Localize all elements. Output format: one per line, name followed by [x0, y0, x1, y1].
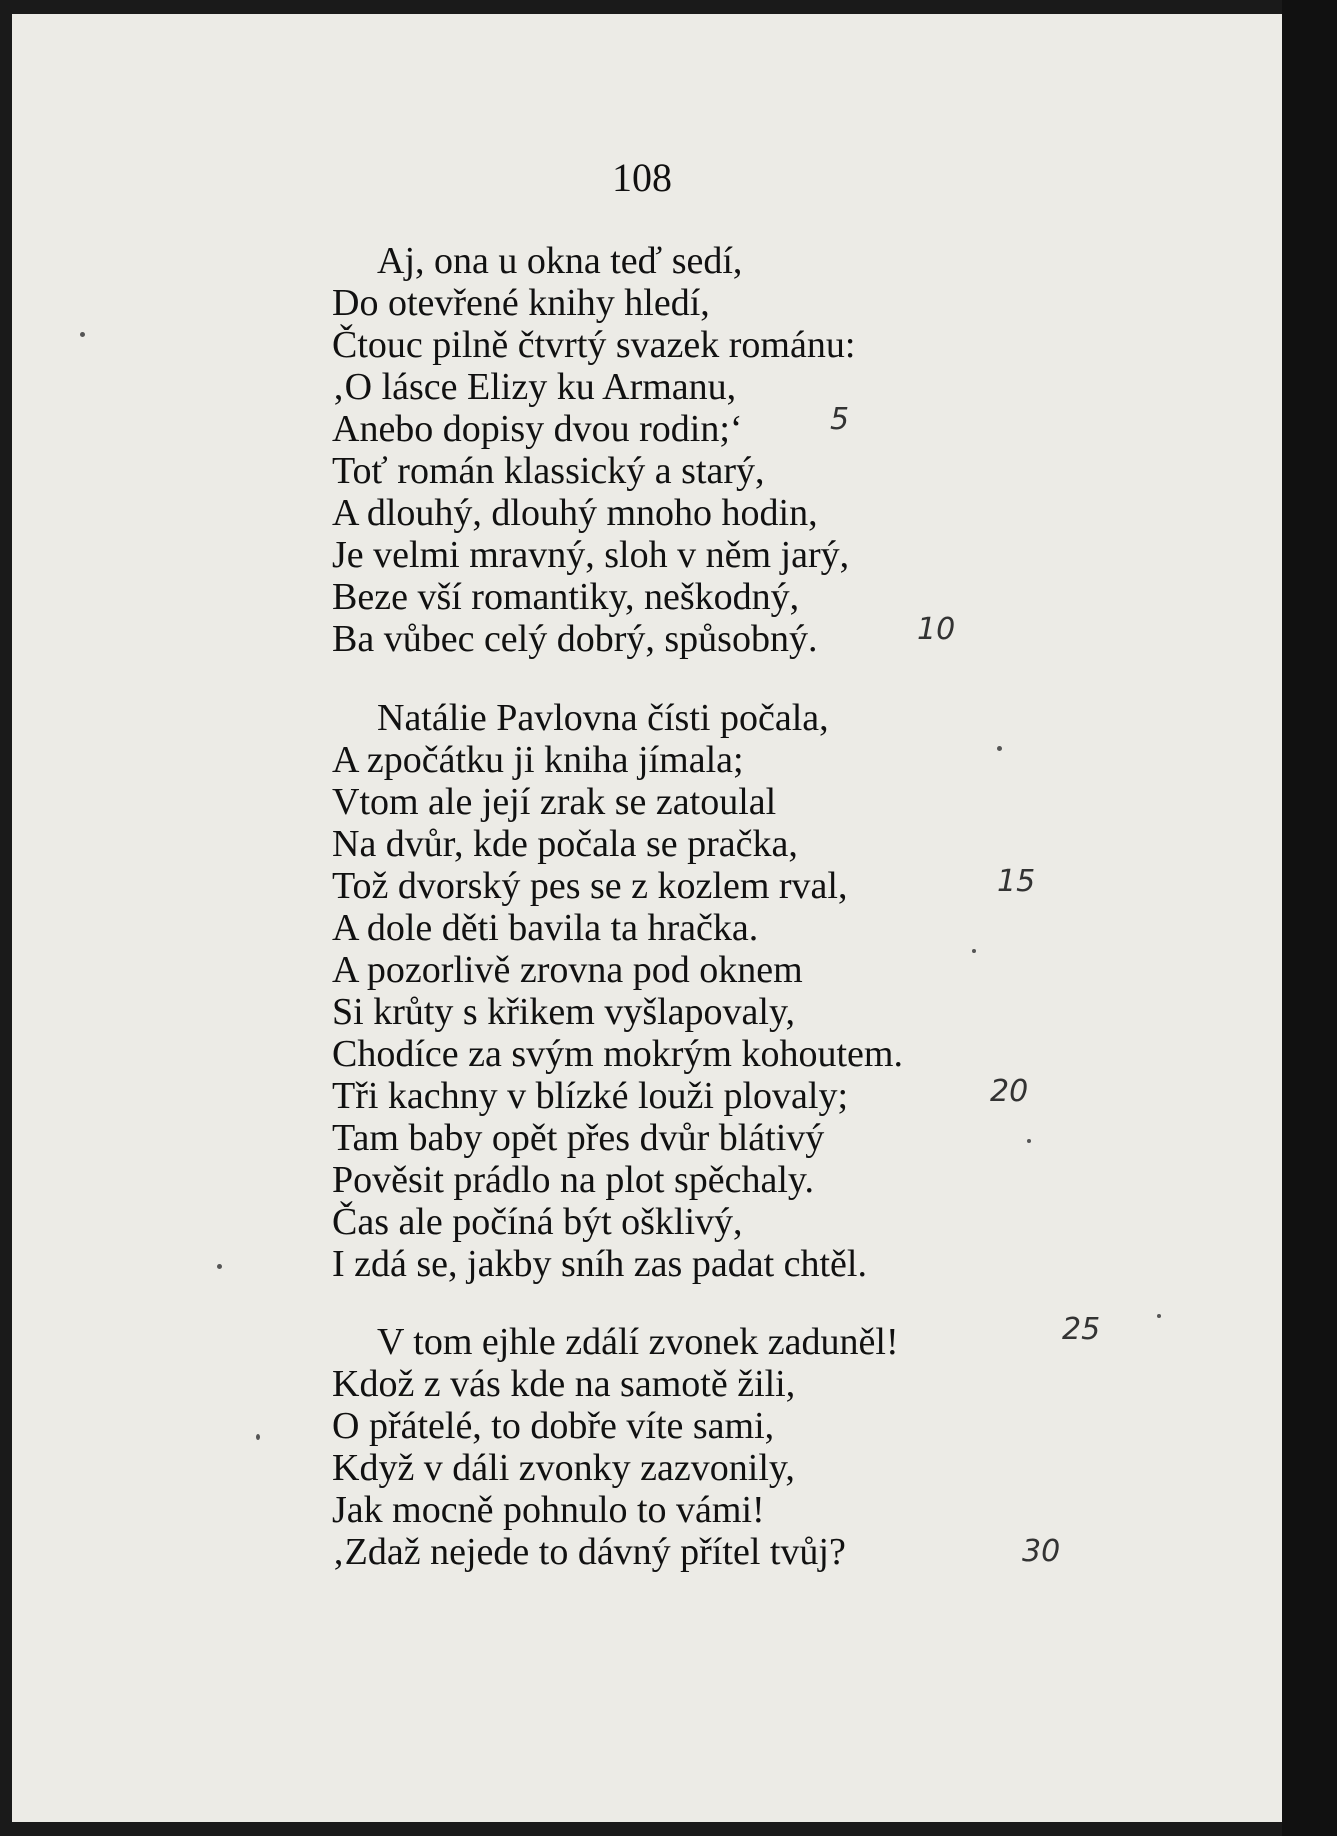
poem-line: Tož dvorský pes se z kozlem rval,: [332, 865, 848, 907]
poem-line: Vtom ale její zrak se zatoulal: [332, 781, 777, 823]
poem-line: Beze vší romantiky, neškodný,: [332, 576, 800, 618]
stanza-3: [332, 1321, 899, 1573]
margin-line-number: 20: [990, 1074, 1029, 1109]
stanza-1: [332, 240, 855, 660]
poem-line: Chodíce za svým mokrým kohoutem.: [332, 1033, 903, 1075]
poem-line: Tam baby opět přes dvůr blátivý: [332, 1117, 825, 1159]
poem-line: Toť román klassický a starý,: [332, 450, 765, 492]
poem-line: V tom ejhle zdálí zvonek zaduněl!: [377, 1321, 899, 1363]
poem-line: I zdá se, jakby sníh zas padat chtěl.: [332, 1243, 867, 1285]
margin-line-number: 30: [1022, 1534, 1061, 1569]
poem-line: A zpočátku ji kniha jímala;: [332, 739, 744, 781]
poem-line: O přátelé, to dobře víte sami,: [332, 1405, 775, 1447]
scan-speck: [80, 332, 85, 337]
scan-speck: [972, 949, 976, 953]
poem-line: Pověsit prádlo na plot spěchaly.: [332, 1159, 814, 1201]
poem-line: Je velmi mravný, sloh v něm jarý,: [332, 534, 850, 576]
poem-line: Tři kachny v blízké louži plovaly;: [332, 1075, 849, 1117]
stanza-2: [332, 697, 903, 1285]
margin-line-number: 10: [917, 612, 956, 647]
poem-line: ‚Zdaž nejede to dávný přítel tvůj?: [332, 1531, 846, 1573]
book-page: [12, 14, 1282, 1822]
scan-speck: [217, 1264, 222, 1269]
poem-line: A pozorlivě zrovna pod oknem: [332, 949, 803, 991]
poem-line: Natálie Pavlovna čísti počala,: [377, 697, 829, 739]
scan-speck: [1027, 1139, 1031, 1143]
scan-speck: [997, 746, 1002, 751]
poem-line: Na dvůr, kde počala se pračka,: [332, 823, 798, 865]
poem-line: Si krůty s křikem vyšlapovaly,: [332, 991, 795, 1033]
page-edge-shadow: [1282, 0, 1337, 1836]
poem-line: Jak mocně pohnulo to vámi!: [332, 1489, 765, 1531]
poem-line: Ba vůbec celý dobrý, spůsobný.: [332, 618, 818, 660]
poem-line: Aj, ona u okna teď sedí,: [377, 240, 743, 282]
scan-speck: [256, 1434, 260, 1440]
poem-line: Kdož z vás kde na samotě žili,: [332, 1363, 796, 1405]
margin-line-number: 5: [830, 402, 850, 437]
poem-line: Do otevřené knihy hledí,: [332, 282, 710, 324]
margin-line-number: 25: [1062, 1312, 1101, 1347]
poem-line: ‚O lásce Elizy ku Armanu,: [332, 366, 737, 408]
poem-line: A dole děti bavila ta hračka.: [332, 907, 759, 949]
poem-line: Čas ale počíná být ošklivý,: [332, 1201, 743, 1243]
poem-line: Když v dáli zvonky zazvonily,: [332, 1447, 795, 1489]
page-number: 108: [612, 155, 672, 200]
margin-line-number: 15: [997, 864, 1036, 899]
scan-speck: [1157, 1314, 1161, 1318]
poem-line: Anebo dopisy dvou rodin;‘: [332, 408, 743, 450]
poem-line: A dlouhý, dlouhý mnoho hodin,: [332, 492, 818, 534]
poem-line: Čtouc pilně čtvrtý svazek románu:: [332, 324, 856, 366]
